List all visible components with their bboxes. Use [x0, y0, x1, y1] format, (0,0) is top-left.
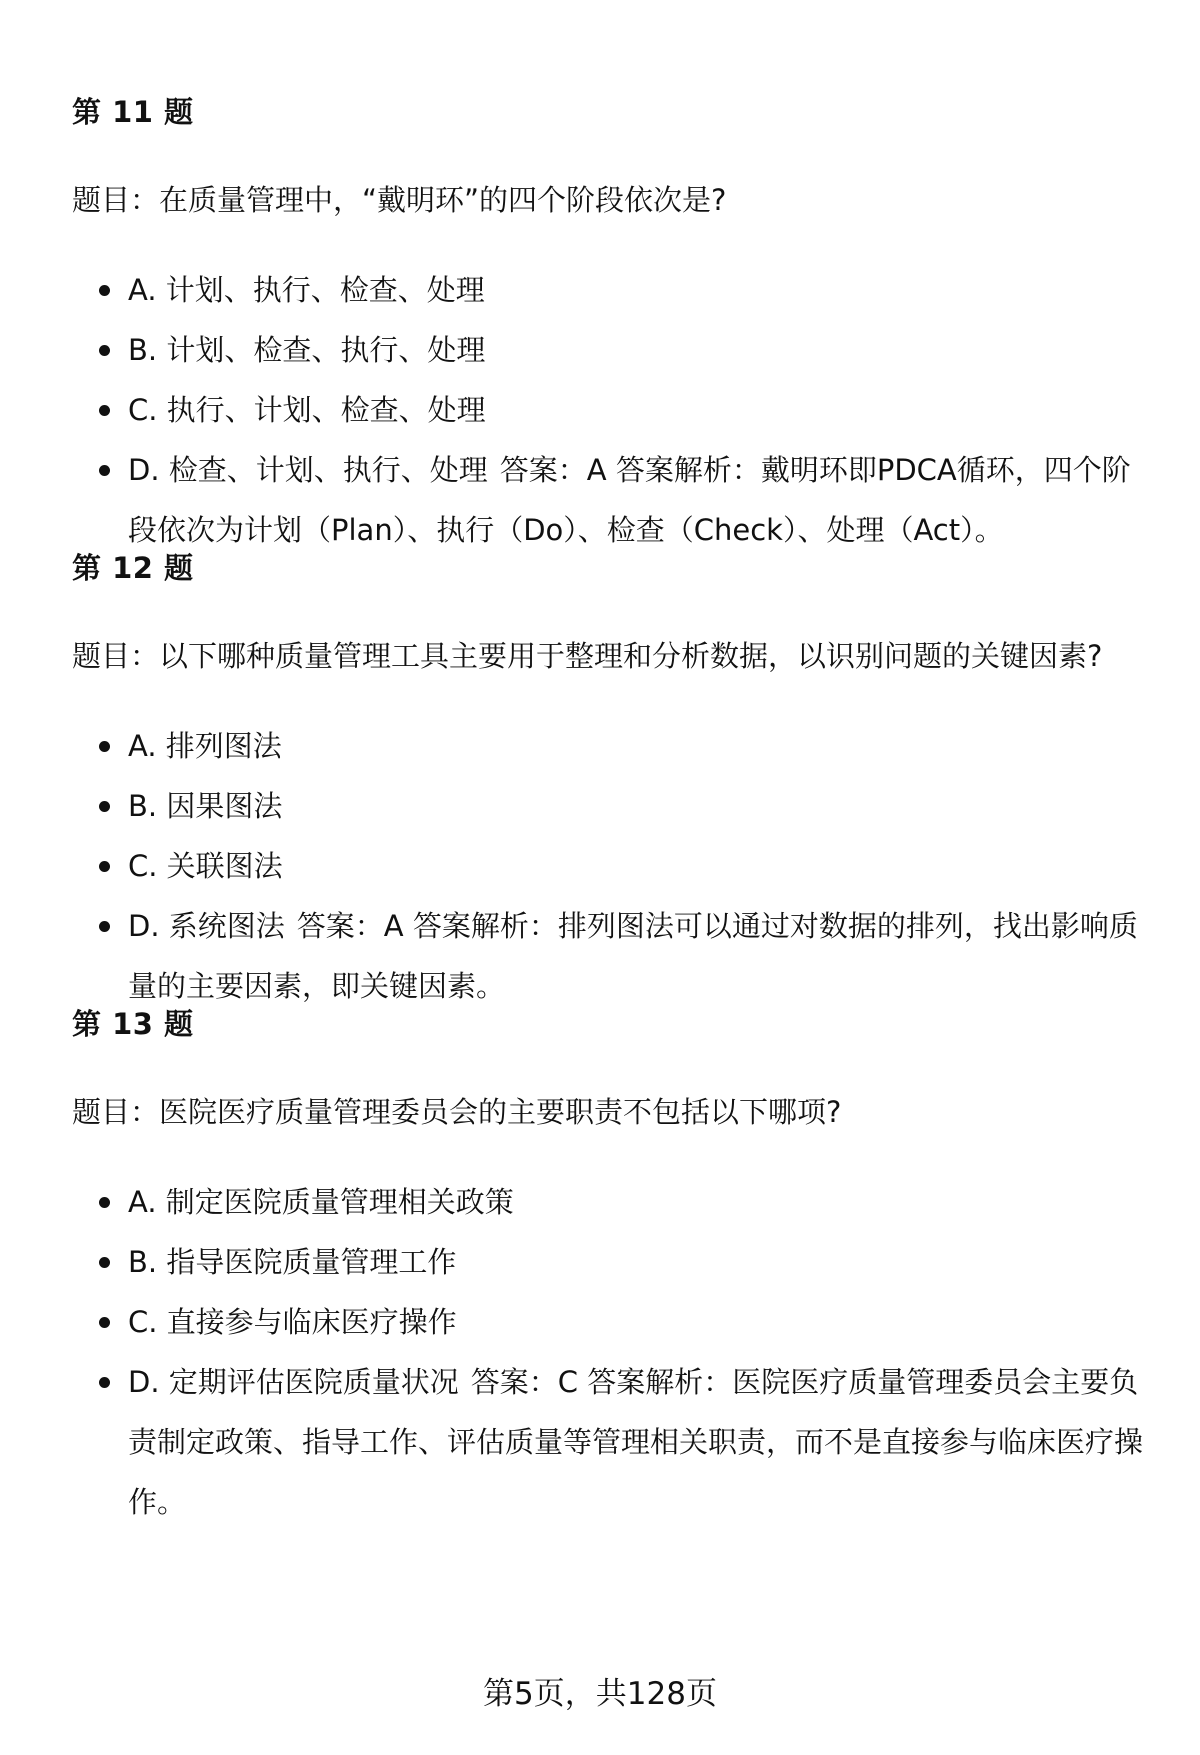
option-b [72, 320, 1152, 380]
bullet-icon [99, 1257, 110, 1268]
bullet-icon [99, 921, 110, 932]
option-text: A. 排列图法 [128, 729, 282, 763]
bullet-icon [99, 1377, 110, 1388]
bullet-icon [99, 861, 110, 872]
question-13 [72, 1004, 1152, 1532]
option-d [72, 440, 1152, 560]
answer-explanation: 答案：A 答案解析：排列图法可以通过对数据的排列，找出影响质量的主要因素，即关键因素。 [128, 909, 1138, 1003]
option-a [72, 716, 1152, 776]
option-text: A. 计划、执行、检查、处理 [128, 273, 485, 307]
question-11 [72, 92, 1152, 560]
option-text: C. 执行、计划、检查、处理 [128, 393, 486, 427]
bullet-icon [99, 405, 110, 416]
bullet-icon [99, 801, 110, 812]
option-text: A. 制定医院质量管理相关政策 [128, 1185, 514, 1219]
bullet-icon [99, 1317, 110, 1328]
question-stem: 题目：在质量管理中，“戴明环”的四个阶段依次是? [72, 183, 727, 217]
option-a [72, 1172, 1152, 1232]
bullet-icon [99, 465, 110, 476]
option-a [72, 260, 1152, 320]
answer-explanation: 答案：A 答案解析：戴明环即PDCA循环，四个阶段依次为计划（Plan）、执行（Do）、检查（Check）、处理（Act）。 [128, 453, 1131, 547]
question-stem: 题目：以下哪种质量管理工具主要用于整理和分析数据，以识别问题的关键因素? [72, 639, 1103, 673]
question-stem: 题目：医院医疗质量管理委员会的主要职责不包括以下哪项? [72, 1095, 842, 1129]
option-text: B. 计划、检查、执行、处理 [128, 333, 486, 367]
option-text-with-answer [128, 1352, 1152, 1532]
question-heading: 第 11 题 [72, 95, 194, 129]
bullet-icon [99, 741, 110, 752]
option-d [72, 896, 1152, 1016]
option-text-with-answer [128, 896, 1152, 1016]
option-text: C. 关联图法 [128, 849, 283, 883]
option-list [72, 260, 1152, 560]
option-text: B. 因果图法 [128, 789, 283, 823]
option-text: C. 直接参与临床医疗操作 [128, 1305, 457, 1339]
option-b [72, 1232, 1152, 1292]
option-c [72, 1292, 1152, 1352]
page-number-footer: 第5页，共128页 [483, 1676, 717, 1712]
option-text: D. 系统图法 [128, 909, 285, 943]
option-c [72, 380, 1152, 440]
option-d [72, 1352, 1152, 1532]
option-list [72, 1172, 1152, 1532]
option-text: B. 指导医院质量管理工作 [128, 1245, 457, 1279]
option-list [72, 716, 1152, 1016]
question-heading: 第 13 题 [72, 1007, 194, 1041]
answer-explanation: 答案：C 答案解析：医院医疗质量管理委员会主要负责制定政策、指导工作、评估质量等管理相关职责，而不是直接参与临床医疗操作。 [128, 1365, 1144, 1519]
option-text: D. 检查、计划、执行、处理 [128, 453, 488, 487]
option-text: D. 定期评估医院质量状况 [128, 1365, 459, 1399]
bullet-icon [99, 285, 110, 296]
option-text-with-answer [128, 440, 1152, 560]
question-heading: 第 12 题 [72, 551, 194, 585]
bullet-icon [99, 1197, 110, 1208]
bullet-icon [99, 345, 110, 356]
option-b [72, 776, 1152, 836]
option-c [72, 836, 1152, 896]
question-12 [72, 548, 1152, 1016]
